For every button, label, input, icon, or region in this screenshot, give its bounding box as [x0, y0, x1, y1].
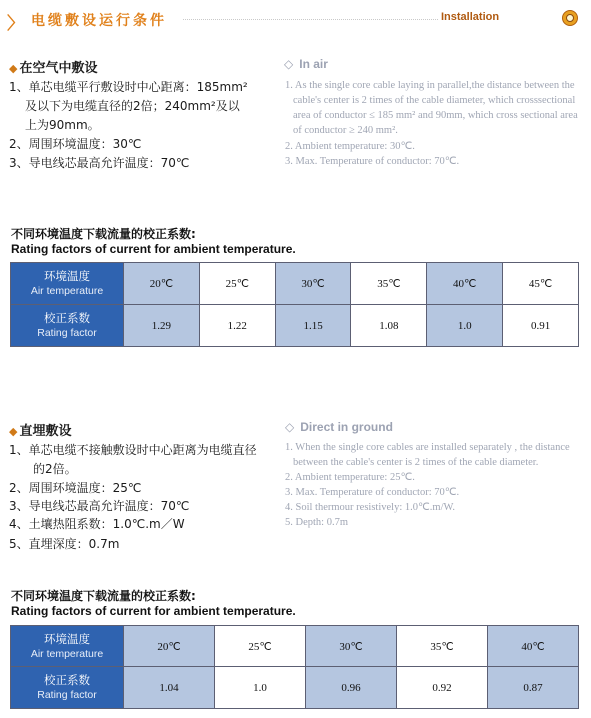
ground-table-cn-caption: 不同环境温度下载流量的校正系数:: [11, 589, 196, 603]
air-cn-item-2: 2、周围环境温度：30℃: [9, 137, 142, 151]
table-cell: 0.96: [306, 667, 397, 709]
air-en-heading-text: In air: [299, 57, 328, 71]
table-cell: 1.0: [427, 305, 503, 347]
air-en-item-2: 2. Ambient temperature: 30℃.: [285, 141, 415, 152]
table-cell: 1.08: [351, 305, 427, 347]
ground-cn-item-3: 3、导电线芯最高允许温度：70℃: [9, 499, 190, 513]
diamond-bullet-icon: ◆: [9, 425, 18, 438]
row-label-en: Air temperature: [30, 285, 104, 297]
logo-icon: [562, 10, 578, 26]
table-cell: 30℃: [275, 263, 351, 305]
table-row: [11, 263, 579, 305]
table-cell: 35℃: [397, 626, 488, 667]
page-title: 电缆敷设运行条件: [31, 13, 167, 29]
table-row-label: [11, 667, 124, 709]
air-table-cn-caption: 不同环境温度下载流量的校正系数:: [11, 227, 196, 241]
air-cn-item-3: 3、导电线芯最高允许温度：70℃: [9, 156, 190, 170]
diamond-bullet-icon: ◆: [9, 62, 18, 75]
table-cell: 40℃: [427, 263, 503, 305]
table-cell: 35℃: [351, 263, 427, 305]
air-en-item-1-cont2: area of conductor ≤ 185 mm² and 90mm, which cross sectional area: [293, 110, 578, 121]
ground-rating-table: [10, 625, 579, 709]
row-label-cn: 环境温度: [44, 631, 90, 646]
row-label-en: Rating factor: [37, 689, 97, 701]
row-label-en: Air temperature: [30, 647, 104, 660]
hollow-diamond-icon: ◇: [284, 57, 294, 71]
table-cell: 1.29: [124, 305, 200, 347]
air-en-item-1: 1. As the single core cable laying in parallel,the distance between the: [285, 80, 575, 91]
air-table-en-caption: Rating factors of current for ambient temperature.: [11, 242, 296, 256]
air-en-item-3: 3. Max. Temperature of conductor: 70℃.: [285, 156, 460, 167]
hollow-diamond-icon: ◇: [285, 420, 295, 434]
table-cell: 40℃: [488, 626, 579, 667]
row-label-cn: 环境温度: [44, 269, 90, 283]
table-cell: 20℃: [124, 626, 215, 667]
table-cell: 30℃: [306, 626, 397, 667]
table-cell: 25℃: [199, 263, 275, 305]
table-cell: 0.92: [397, 667, 488, 709]
ground-en-heading-text: Direct in ground: [300, 420, 393, 434]
table-cell: 0.91: [503, 305, 579, 347]
ground-cn-item-2: 2、周围环境温度：25℃: [9, 481, 142, 495]
ground-en-item-2: 2. Ambient temperature: 25℃.: [285, 472, 415, 483]
ground-cn-heading-text: 直埋敷设: [19, 424, 72, 439]
table-cell: 25℃: [215, 626, 306, 667]
row-label-cn: 校正系数: [44, 311, 90, 325]
air-en-item-1-cont: cable's center is 2 times of the cable diameter, which crosssectional: [293, 95, 576, 106]
air-cn-item-1-cont: 及以下为电缆直径的2倍；240mm²及以: [25, 99, 240, 113]
air-en-heading: [284, 57, 328, 71]
table-cell: 1.22: [199, 305, 275, 347]
table-row-label: [11, 626, 124, 667]
ground-cn-heading: [9, 420, 71, 439]
air-cn-heading: [9, 57, 97, 76]
header-divider: [183, 19, 438, 20]
table-cell: 1.15: [275, 305, 351, 347]
table-row-label: [11, 263, 124, 305]
table-cell: 45℃: [503, 263, 579, 305]
table-row: [11, 305, 579, 347]
ground-cn-item-5: 5、直埋深度：0.7m: [9, 537, 120, 551]
ground-en-item-5: 5. Depth: 0.7m: [285, 517, 348, 528]
table-row: [11, 626, 579, 667]
ground-en-item-1-cont: between the cable's center is 2 times of the cable diameter.: [293, 457, 539, 468]
ground-cn-item-4: 4、土壤热阻系数：1.0℃.m／W: [9, 517, 185, 531]
table-row: [11, 667, 579, 709]
table-row-label: [11, 305, 124, 347]
ground-en-item-4: 4. Soil thermour resistively: 1.0℃.m/W.: [285, 502, 456, 513]
ground-table-en-caption: Rating factors of current for ambient temperature.: [11, 604, 296, 618]
air-cn-item-1: 1、单芯电缆平行敷设时中心距离：185mm²: [9, 80, 248, 94]
chevron-icon: 〉: [7, 14, 24, 34]
air-en-item-1-cont3: of conductor ≥ 240 mm².: [293, 125, 398, 136]
table-cell: 1.04: [124, 667, 215, 709]
ground-en-heading: [285, 420, 393, 434]
section-tag: Installation: [441, 11, 500, 23]
ground-en-item-1: 1. When the single core cables are installed separately , the distance: [285, 442, 570, 453]
air-cn-item-1-cont2: 上为90mm。: [25, 118, 100, 132]
air-rating-table: [10, 262, 579, 347]
row-label-cn: 校正系数: [44, 673, 90, 687]
ground-en-item-3: 3. Max. Temperature of conductor: 70℃.: [285, 487, 460, 498]
row-label-en: Rating factor: [37, 327, 97, 339]
air-cn-heading-text: 在空气中敷设: [19, 61, 98, 76]
ground-cn-item-1: 1、单芯电缆不接触敷设时中心距离为电缆直径: [9, 443, 257, 457]
ground-cn-item-1-cont: 的2倍。: [33, 462, 77, 476]
table-cell: 0.87: [488, 667, 579, 709]
table-cell: 20℃: [124, 263, 200, 305]
table-cell: 1.0: [215, 667, 306, 709]
